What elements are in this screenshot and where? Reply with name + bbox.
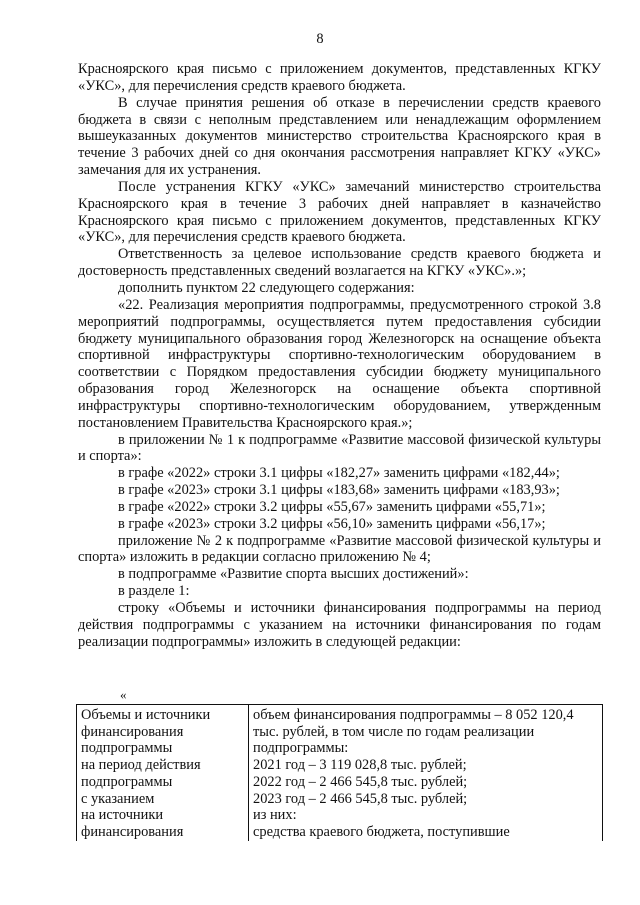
table-left-line: финансирования: [81, 723, 184, 740]
table-right-line: из них:: [253, 807, 297, 824]
table-left-line: на период действия: [81, 757, 201, 774]
body-text: [78, 61, 601, 651]
table-right-line: средства краевого бюджета, поступившие: [253, 823, 510, 840]
table-right-line: тыс. рублей, в том числе по годам реализации: [253, 723, 535, 740]
table-left-line: Объемы и источники: [81, 707, 211, 723]
table-right-line: 2022 год – 2 466 545,8 тыс. рублей;: [253, 773, 468, 790]
table-left-line: на источники: [81, 807, 164, 824]
paragraph: в графе «2022» строки 3.2 цифры «55,67» заменить цифрами «55,71»;: [118, 498, 546, 515]
paragraph: «22. Реализация мероприятия подпрограммы, предусмотренного строкой 3.8 мероприятий подпрограммы, осуществляется путем предоставления субсидии бюджету муниципального образования город Железногорск на оснащение объекта спортивной инфраструктуры спортивно-технологическим оборудованием в соответствии с Порядком предоставления субсидии бюджету муниципального образования город Железногорск на оснащение объекта спортивной инфраструктуры спортивно-технологическим оборудованием, утвержденным постановлением Правительства Красноярского края.»;: [78, 296, 601, 431]
table-cell-label: [77, 705, 249, 841]
table-row: [77, 705, 603, 841]
table-right-line: 2023 год – 2 466 545,8 тыс. рублей;: [253, 790, 468, 807]
paragraph: В случае принятия решения об отказе в перечислении средств краевого бюджета в связи с неполным представлением или ненадлежащим оформлением вышеуказанных документов министерство строительства Красноярского края в течение 3 рабочих дней со дня окончания рассмотрения направляет КГКУ «УКС» замечания для их устранения.: [78, 94, 601, 179]
paragraph: в подпрограмме «Развитие спорта высших достижений»:: [118, 566, 469, 583]
paragraph: После устранения КГКУ «УКС» замечаний министерство строительства Красноярского края в течение 3 рабочих дней направляет в казначейство Красноярского края письмо с приложением документов, представленных КГКУ «УКС», для перечисления средств краевого бюджета.: [78, 178, 601, 246]
table-right-line: 2021 год – 3 119 028,8 тыс. рублей;: [253, 757, 467, 774]
paragraph: в графе «2023» строки 3.1 цифры «183,68» заменить цифрами «183,93»;: [118, 482, 560, 499]
financing-table: [76, 704, 603, 841]
table-right-line: подпрограммы:: [253, 740, 349, 757]
paragraph: в графе «2023» строки 3.2 цифры «56,10» заменить цифрами «56,17»;: [118, 515, 546, 532]
opening-quote-mark: «: [120, 687, 127, 702]
paragraph: Красноярского края письмо с приложением документов, представленных КГКУ «УКС», для перечисления средств краевого бюджета.: [78, 61, 601, 94]
page-number: 8: [316, 31, 324, 47]
paragraph: дополнить пунктом 22 следующего содержания:: [118, 279, 415, 296]
paragraph: приложение № 2 к подпрограмме «Развитие массовой физической культуры и спорта» изложить в редакции согласно приложению № 4;: [78, 532, 601, 566]
paragraph: в приложении № 1 к подпрограмме «Развитие массовой физической культуры и спорта»:: [78, 431, 601, 465]
table-left-line: подпрограммы: [81, 740, 173, 757]
paragraph: в графе «2022» строки 3.1 цифры «182,27» заменить цифрами «182,44»;: [118, 465, 560, 482]
table-right-line: объем финансирования подпрограммы – 8 052 120,4: [253, 707, 574, 723]
table-left-line: подпрограммы: [81, 773, 173, 790]
table-left-line: с указанием: [81, 790, 155, 807]
paragraph: строку «Объемы и источники финансирования подпрограммы на период действия подпрограммы с указанием на источники финансирования по годам реализации подпрограммы» изложить в следующей редакции:: [78, 600, 601, 650]
table-left-line: финансирования: [81, 823, 184, 840]
table-cell-value: [249, 705, 603, 841]
paragraph: в разделе 1:: [118, 583, 190, 600]
paragraph: Ответственность за целевое использование средств краевого бюджета и достоверность представленных сведений возлагается на КГКУ «УКС».»;: [78, 246, 601, 280]
